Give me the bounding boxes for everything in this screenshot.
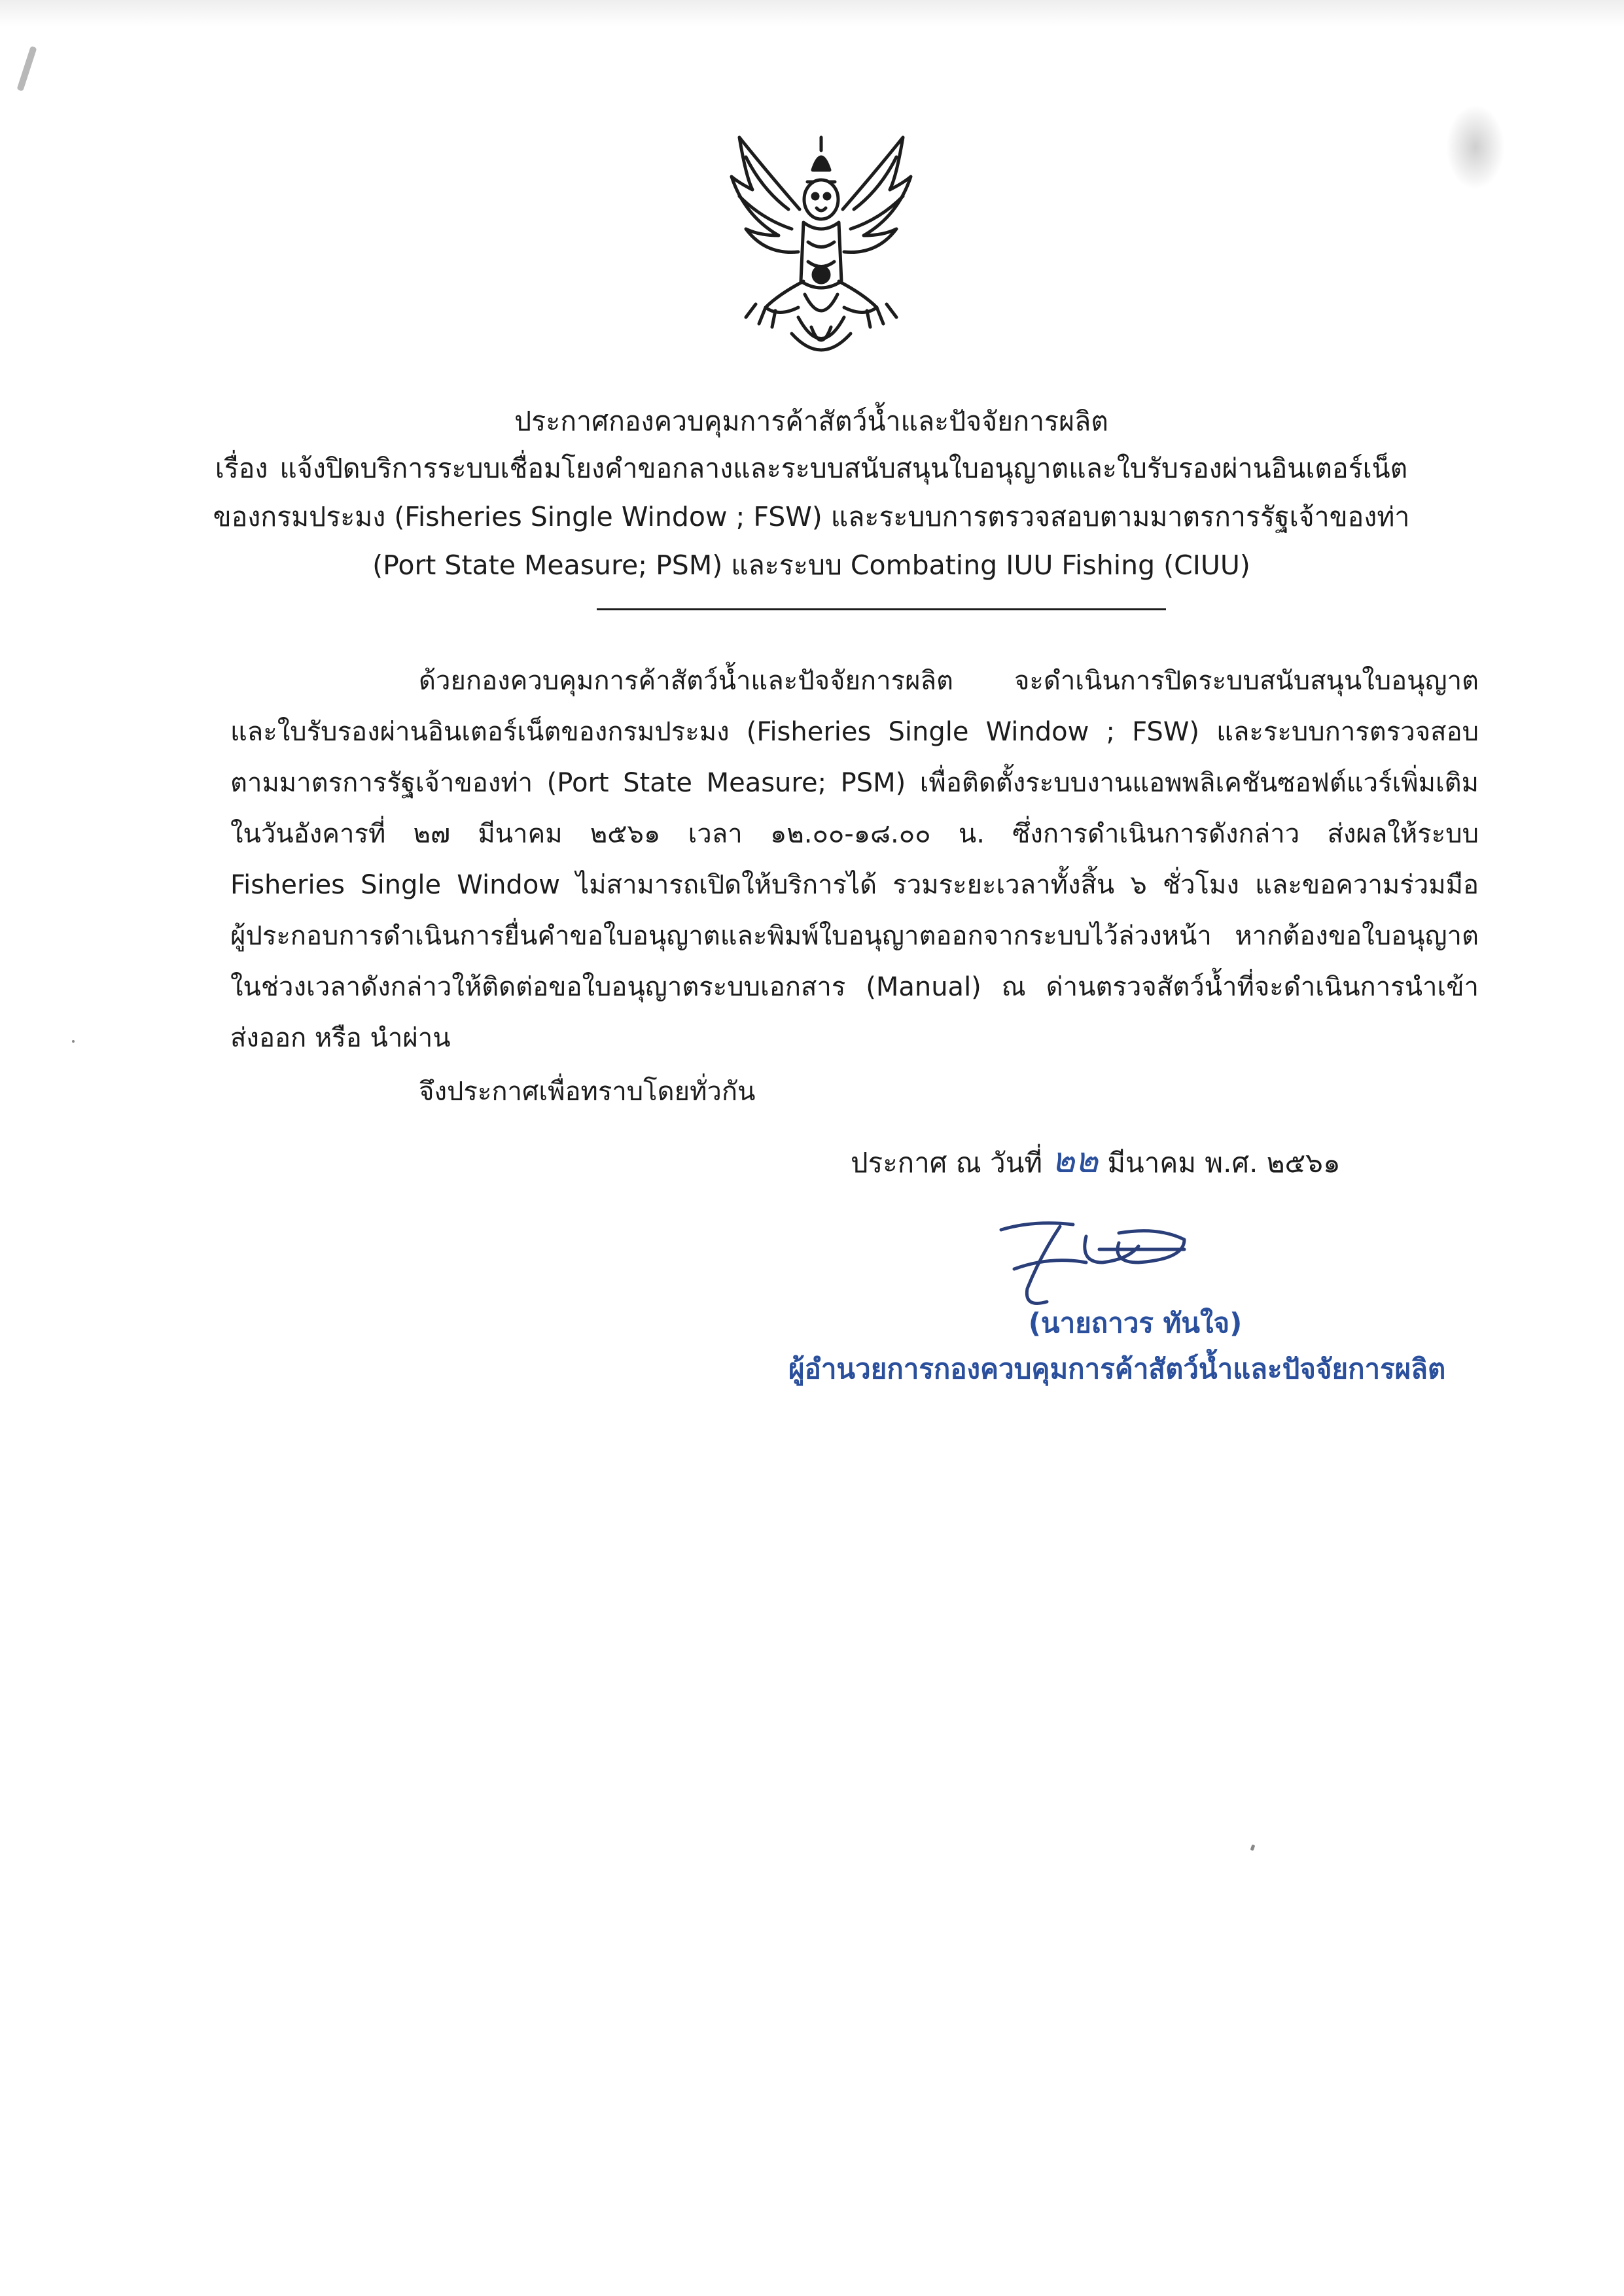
body-line: Fisheries Single Window ไม่สามารถเปิดให้บริการได้ รวมระยะเวลาทั้งสิ้น ๖ ชั่วโมง และขอความร่วมมือ	[230, 870, 1479, 900]
header-divider	[597, 608, 1166, 610]
date-day-handwritten: ๒๒	[1051, 1139, 1099, 1181]
body-line: ด้วยกองควบคุมการค้าสัตว์น้ำและปัจจัยการผลิต จะดำเนินการปิดระบบสนับสนุนใบอนุญาต	[419, 666, 1479, 696]
subject-line-1	[196, 447, 1426, 490]
body-line: ส่งออก หรือ นำผ่าน	[230, 1023, 451, 1053]
body-line: ในวันอังคารที่ ๒๗ มีนาคม ๒๕๖๑ เวลา ๑๒.๐๐-๑๘.๐๐ น. ซึ่งการดำเนินการดังกล่าว ส่งผลให้ระบบ	[230, 819, 1479, 849]
scan-top-edge	[0, 0, 1624, 26]
body-line: ตามมาตรการรัฐเจ้าของท่า (Port State Measure; PSM) เพื่อติดตั้งระบบงานแอพพลิเคชันซอฟต์แวร์เพิ่มเติม	[230, 768, 1479, 798]
body-line: ผู้ประกอบการดำเนินการยื่นคำขอใบอนุญาตและพิมพ์ใบอนุญาตออกจากระบบไว้ล่วงหน้า หากต้องขอใบอนุญาต	[230, 921, 1479, 951]
announcement-date	[851, 1132, 1505, 1188]
body-line: ในช่วงเวลาดังกล่าวให้ติดต่อขอใบอนุญาตระบบเอกสาร (Manual) ณ ด่านตรวจสัตว์น้ำที่จะดำเนินการนำเข้า	[230, 972, 1479, 1002]
scan-speck	[72, 1040, 75, 1043]
date-prefix: ประกาศ ณ วันที่	[851, 1147, 1043, 1179]
subject-line-3: (Port State Measure; PSM) และระบบ Combating IUU Fishing (CIUU)	[372, 549, 1250, 581]
signatory-title: ผู้อำนวยการกองควบคุมการค้าสัตว์น้ำและปัจจัยการผลิต	[788, 1353, 1446, 1385]
signatory-name: (นายถาวร ทันใจ)	[1028, 1307, 1243, 1339]
subject-text-1: แจ้งปิดบริการระบบเชื่อมโยงคำขอกลางและระบบสนับสนุนใบอนุญาตและใบรับรองผ่านอินเตอร์เน็ต	[279, 453, 1408, 484]
closing-line: จึงประกาศเพื่อทราบโดยทั่วกัน	[419, 1077, 756, 1107]
subject-line-2: ของกรมประมง (Fisheries Single Window ; FSW) และระบบการตรวจสอบตามมาตรการรัฐเจ้าของท่า	[213, 501, 1410, 532]
date-month-year: มีนาคม พ.ศ. ๒๕๖๑	[1107, 1147, 1341, 1179]
scan-mark	[16, 46, 37, 92]
subject-label: เรื่อง	[215, 453, 268, 484]
body-line: และใบรับรองผ่านอินเตอร์เน็ตของกรมประมง (Fisheries Single Window ; FSW) และระบบการตรวจสอบ	[230, 717, 1479, 747]
garuda-emblem-icon	[726, 131, 916, 366]
scan-speck	[1250, 1844, 1256, 1851]
announcement-title: ประกาศกองควบคุมการค้าสัตว์น้ำและปัจจัยการผลิต	[514, 406, 1108, 437]
scan-smudge	[1446, 105, 1505, 190]
